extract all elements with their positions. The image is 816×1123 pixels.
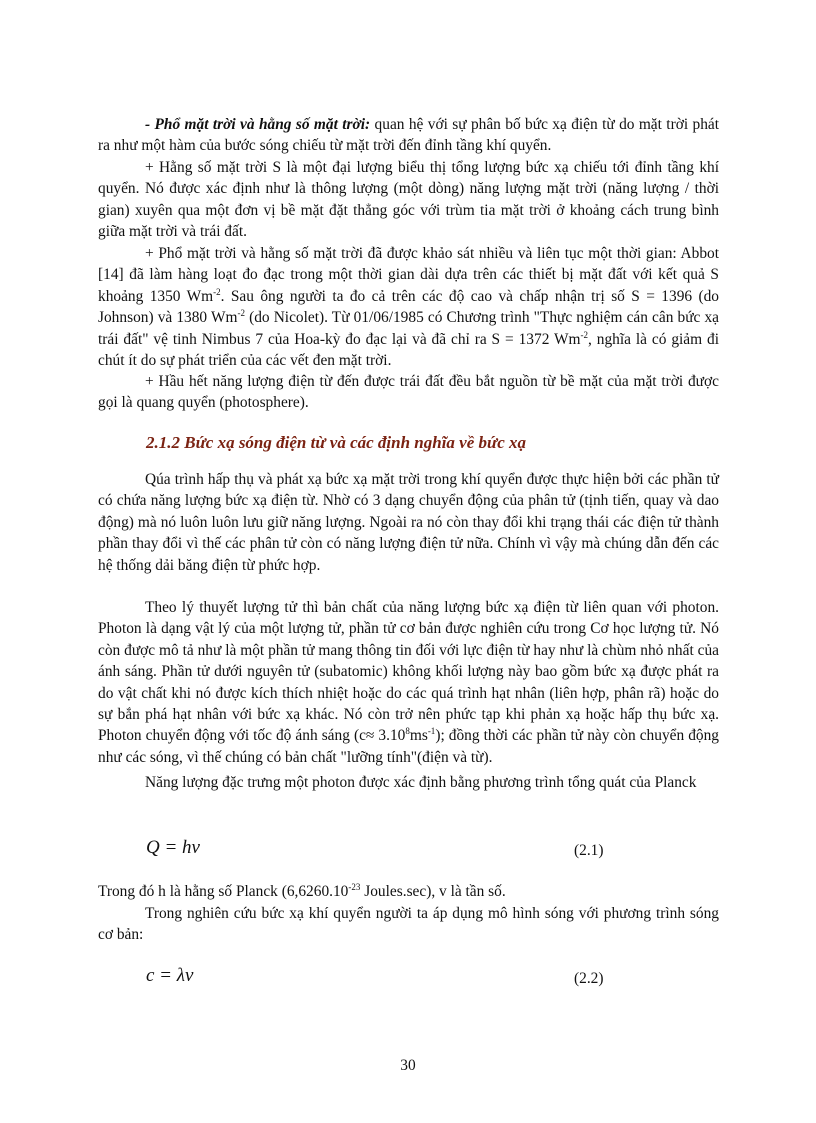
- paragraph-absorption-emission: Qúa trình hấp thụ và phát xạ bức xạ mặt trời trong khí quyển được thực hiện bởi các phần tử có chứa năng lượng bức xạ điện từ. Nhờ có 3 dạng chuyển động của phân tử (tịnh tiến, quay và dao động) mà nó luôn luôn lưu giữ năng lượng. Ngoài ra nó còn thay đổi khi trạng thái các điện tử thành phần thay đổi vì thế các phân tử còn có năng lượng điện tử nữa. Chính vì vậy mà chúng dẫn đến các hệ thống dải băng điện từ phức hợp.: [98, 471, 719, 574]
- bold-lead-term: - Phổ mặt trời và hằng số mặt trời:: [145, 116, 371, 133]
- paragraph-wave-model: Trong nghiên cứu bức xạ khí quyển người ta áp dụng mô hình sóng với phương trình sóng cơ bản:: [98, 905, 719, 944]
- equation-number-2-2: (2.2): [574, 970, 604, 987]
- equation-number-2-1: (2.1): [574, 842, 604, 859]
- section-heading: 2.1.2 Bức xạ sóng điện từ và các định nghĩa về bức xạ: [146, 433, 526, 452]
- paragraph-planck-constant: Trong đó h là hằng số Planck ($6,6260.10^{-23}$ Joules.sec), v là tần số.: [98, 882, 506, 900]
- paragraph-planck-intro: Năng lượng đặc trưng một photon được xác định bằng phương trình tổng quát của Planck: [145, 774, 697, 791]
- paragraph-quantum-theory: Theo lý thuyết lượng tử thì bản chất của năng lượng bức xạ điện từ liên quan với photon. Photon là dạng vật lý của một lượng tử, phần tử cơ bản được nghiên cứu trong Cơ học lượng tử. Nó còn được mô tả như là một phần tử mang thông tin đối với lực điện từ hay như là chùm nhỏ nhất của ánh sáng. Phần tử dưới nguyên tử (subatomic) không khối lượng này bao gồm bức xạ được phát ra do vật chất khi nó được kích thích nhiệt hoặc do các quá trình hạt nhân (liên hợp, phân rã) hoặc do sự bắn phá hạt nhân với bức xạ khác. Nó còn trở nên phức tạp khi phản xạ hoặc hấp thụ bức xạ. Photon chuyển động với tốc độ ánh sáng $(c\approx 3.10^8ms^{-1})$; đồng thời các phần tử này còn chuyển động như các sóng, vì thế chúng có bản chất "lưỡng tính"(điện và từ).: [98, 599, 719, 766]
- page-number: 30: [400, 1057, 416, 1074]
- paragraph-photosphere: + Hầu hết năng lượng điện từ đến được trái đất đều bắt nguồn từ bề mặt của mặt trời được gọi là quang quyển (photosphere).: [98, 373, 719, 412]
- paragraph-solar-constant: + Hằng số mặt trời S là một đại lượng biểu thị tổng lượng bức xạ chiếu tới đỉnh tầng khí quyển. Nó được xác định như là thông lượng (một dòng) năng lượng mặt trời (năng lượng / thời gian) xuyên qua một đơn vị bề mặt đặt thẳng góc với trùm tia mặt trời ở khoảng cách trung bình giữa mặt trời và trái đất.: [98, 159, 719, 241]
- paragraph-solar-measurements: + Phổ mặt trời và hằng số mặt trời đã được khảo sát nhiều và liên tục một thời gian: Abbot [14] đã làm hàng loạt đo đạc trong một thời gian dài dựa trên các thiết bị mặt đất với kết quả S khoảng 1350 $Wm^{-2}$. Sau ông người ta đo cả trên các độ cao và chấp nhận trị số S = 1396 (do Johnson) và 1380 $Wm^{-2}$ (do Nicolet). Từ 01/06/1985 có Chương trình "Thực nghiệm cán cân bức xạ trái đất" vệ tinh Nimbus 7 của Hoa-kỳ đo đạc lại và đã chỉ ra S = 1372 $Wm^{-2}$, nghĩa là có giảm đi chút ít do sự phát triển của các vết đen mặt trời.: [98, 245, 720, 370]
- equation-planck: Q = hν: [146, 837, 200, 858]
- paragraph-solar-spectrum-intro: - Phổ mặt trời và hằng số mặt trời: quan hệ với sự phân bố bức xạ điện từ do mặt trời phát ra như một hàm của bước sóng chiếu từ mặt trời đến đỉnh tầng khí quyển.: [98, 116, 719, 155]
- equation-wave: c = λν: [146, 965, 194, 986]
